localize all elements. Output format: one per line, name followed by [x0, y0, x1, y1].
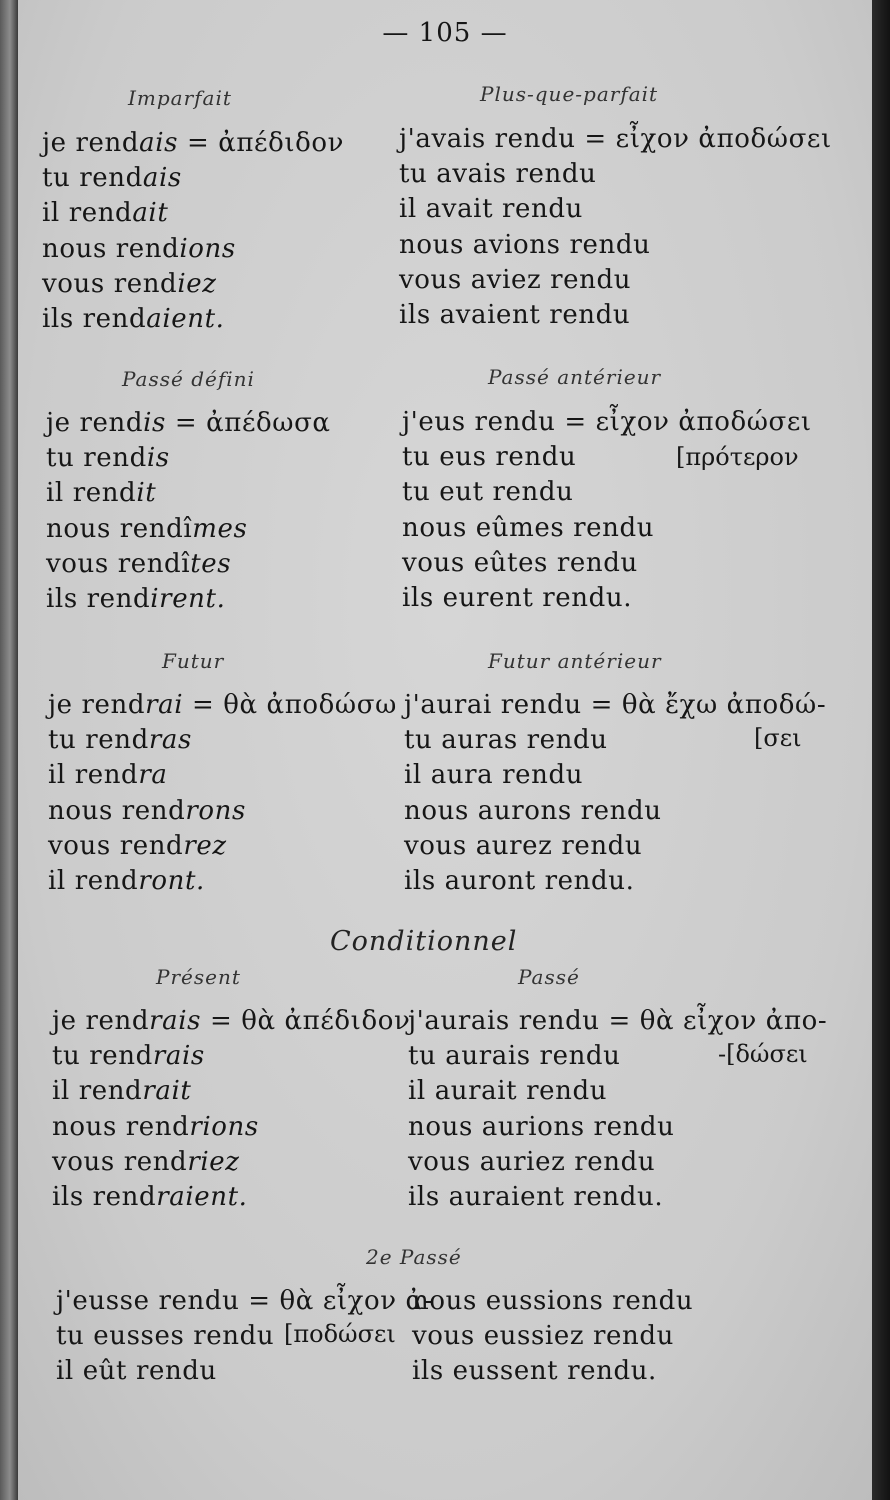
greek-equivalent: = ἀπέδιδον — [178, 128, 345, 158]
page-right-edge — [872, 0, 890, 1500]
futur-line — [48, 688, 397, 723]
heading-second-passe: 2e Passé — [366, 1245, 462, 1269]
present-line — [52, 1074, 410, 1109]
conjugation-line: vous auriez rendu — [408, 1146, 656, 1177]
conjugation-line: j'aurai rendu = θὰ ἔχω ἀποδώ- — [404, 690, 827, 720]
verb-stem: tu rend — [42, 163, 143, 194]
conjugation-line: tu eusses rendu — [56, 1321, 275, 1352]
verb-ending: ras — [148, 725, 192, 756]
plus-que-parfait-list — [399, 122, 832, 333]
verb-stem: je rend — [52, 1006, 150, 1036]
verb-ending: irent. — [150, 583, 226, 614]
passe-defini-line — [46, 582, 331, 617]
present-line — [52, 1110, 410, 1145]
verb-ending: ais — [139, 128, 179, 158]
futur-line — [48, 723, 397, 758]
verb-stem: je rend — [48, 690, 146, 720]
conjugation-line: tu auras rendu — [404, 725, 608, 756]
passe-anterieur-list — [402, 405, 812, 616]
futur-anterieur-bracket: [σει — [754, 724, 802, 752]
heading-passe: Passé — [518, 965, 580, 989]
futur-anterieur-list — [404, 688, 826, 899]
present-line — [52, 1145, 410, 1180]
heading-futur: Futur — [162, 649, 225, 673]
verb-stem: ils rend — [46, 583, 151, 614]
conjugation-line: vous eûtes rendu — [402, 547, 638, 578]
verb-ending: ront. — [138, 865, 205, 896]
imparfait-line — [42, 302, 344, 337]
conjugation-line: ils eurent rendu. — [402, 582, 633, 613]
verb-ending: rions — [189, 1111, 259, 1142]
futur-line — [48, 758, 397, 793]
conjugation-line: vous aurez rendu — [404, 830, 643, 861]
verb-ending: rai — [145, 690, 184, 720]
verb-ending: rais — [152, 1041, 205, 1072]
passe-defini-line — [46, 476, 331, 511]
futur-line — [48, 829, 397, 864]
conjugation-line: nous eûmes rendu — [402, 512, 655, 543]
passe-list — [408, 1004, 827, 1215]
conjugation-line: tu aurais rendu — [408, 1041, 621, 1072]
verb-ending: rait — [142, 1076, 192, 1107]
verb-ending: iez — [177, 268, 217, 299]
book-binding — [0, 0, 18, 1500]
conjugation-line: ils avaient rendu — [399, 299, 631, 330]
futur-line — [48, 794, 397, 829]
verb-ending: tes — [190, 548, 232, 579]
passe-defini-list — [46, 406, 331, 617]
verb-stem: vous rend — [42, 268, 178, 299]
verb-ending: ait — [132, 198, 169, 229]
passe-bracket: -[δώσει — [718, 1040, 808, 1068]
imparfait-line — [42, 267, 344, 302]
conjugation-line: nous aurons rendu — [404, 795, 662, 826]
verb-stem: tu rend — [48, 725, 149, 756]
verb-ending: rez — [183, 830, 227, 861]
conjugation-line: vous aviez rendu — [399, 264, 632, 295]
verb-stem: il rend — [48, 760, 139, 791]
imparfait-line — [42, 232, 344, 267]
verb-stem: tu rend — [46, 443, 147, 474]
verb-stem: il rend — [46, 478, 137, 509]
verb-stem: tu rend — [52, 1041, 153, 1072]
heading-imparfait: Imparfait — [128, 86, 232, 110]
verb-ending: ra — [138, 760, 168, 791]
conjugation-line: il eût rendu — [56, 1356, 217, 1387]
heading-passe-anterieur: Passé antérieur — [488, 365, 662, 389]
conjugation-line: tu eus rendu — [402, 442, 577, 473]
heading-futur-anterieur: Futur antérieur — [488, 649, 662, 673]
verb-ending: raient. — [156, 1181, 248, 1212]
futur-line — [48, 864, 397, 899]
conjugation-line: il avait rendu — [399, 194, 583, 225]
passe-defini-line — [46, 512, 331, 547]
book-page — [18, 0, 872, 1500]
second-passe-right-list — [412, 1284, 693, 1390]
greek-equivalent: = θὰ ἀπέδιδον — [201, 1006, 411, 1036]
passe-defini-line — [46, 547, 331, 582]
page-number: — 105 — — [382, 18, 508, 48]
verb-stem: nous rendî — [46, 513, 193, 544]
imparfait-line — [42, 196, 344, 231]
verb-ending: mes — [192, 513, 248, 544]
verb-stem: il rend — [48, 865, 139, 896]
verb-stem: il rend — [52, 1076, 143, 1107]
passe-anterieur-bracket: [πρότερον — [676, 443, 799, 471]
greek-equivalent: = θὰ ἀποδώσω — [183, 690, 397, 720]
verb-stem: je rend — [46, 408, 144, 438]
verb-stem: vous rend — [48, 830, 184, 861]
verb-ending: is — [143, 408, 166, 438]
conjugation-line: tu avais rendu — [399, 159, 597, 190]
imparfait-line — [42, 126, 344, 161]
conjugation-line: nous eussions rendu — [412, 1286, 694, 1316]
imparfait-line — [42, 161, 344, 196]
verb-stem: ils rend — [42, 303, 147, 334]
heading-plus-que-parfait: Plus-que-parfait — [480, 82, 659, 106]
verb-ending: riez — [187, 1146, 240, 1177]
verb-ending: aient. — [146, 303, 225, 334]
conjugation-line: nous avions rendu — [399, 229, 651, 260]
present-line — [52, 1039, 410, 1074]
greek-equivalent: = ἀπέδωσα — [165, 408, 331, 438]
verb-stem: nous rend — [42, 233, 180, 264]
conjugation-line: il aura rendu — [404, 760, 584, 791]
conjugation-line: j'avais rendu = εἶχον ἀποδώσει — [399, 124, 832, 154]
conjugation-line: nous aurions rendu — [408, 1111, 675, 1142]
futur-list — [48, 688, 397, 899]
conjugation-line: vous eussiez rendu — [412, 1321, 674, 1352]
conjugation-line: tu eut rendu — [402, 477, 574, 508]
verb-stem: nous rend — [48, 795, 186, 826]
verb-ending: ais — [142, 163, 182, 194]
conjugation-line: j'eus rendu = εἶχον ἀποδώσει — [402, 407, 812, 437]
verb-stem: il rend — [42, 198, 133, 229]
passe-defini-line — [46, 406, 331, 441]
present-line — [52, 1180, 410, 1215]
conjugation-line: ils eussent rendu. — [412, 1356, 657, 1387]
conjugation-line: ils auraient rendu. — [408, 1181, 664, 1212]
verb-ending: is — [146, 443, 170, 474]
verb-ending: rais — [149, 1006, 202, 1036]
heading-present: Présent — [156, 965, 241, 989]
passe-defini-line — [46, 441, 331, 476]
verb-stem: nous rend — [52, 1111, 190, 1142]
verb-stem: vous rend — [52, 1146, 188, 1177]
conjugation-line: j'eusse rendu = θὰ εἶχον ἀ- — [56, 1286, 434, 1316]
verb-stem: vous rendî — [46, 548, 191, 579]
conjugation-line: ils auront rendu. — [404, 865, 635, 896]
verb-ending: it — [136, 478, 157, 509]
conjugation-line: j'aurais rendu = θὰ εἶχον ἀπο- — [408, 1006, 828, 1036]
verb-stem: ils rend — [52, 1181, 157, 1212]
conjugation-line: il aurait rendu — [408, 1076, 608, 1107]
verb-ending: ions — [179, 233, 236, 264]
present-line — [52, 1004, 410, 1039]
heading-conditionnel: Conditionnel — [330, 926, 518, 957]
verb-stem: je rend — [42, 128, 140, 158]
heading-passe-defini: Passé défini — [122, 367, 255, 391]
imparfait-list — [42, 126, 344, 337]
present-list — [52, 1004, 410, 1215]
verb-ending: rons — [185, 795, 246, 826]
second-passe-bracket: [ποδώσει — [284, 1320, 396, 1348]
